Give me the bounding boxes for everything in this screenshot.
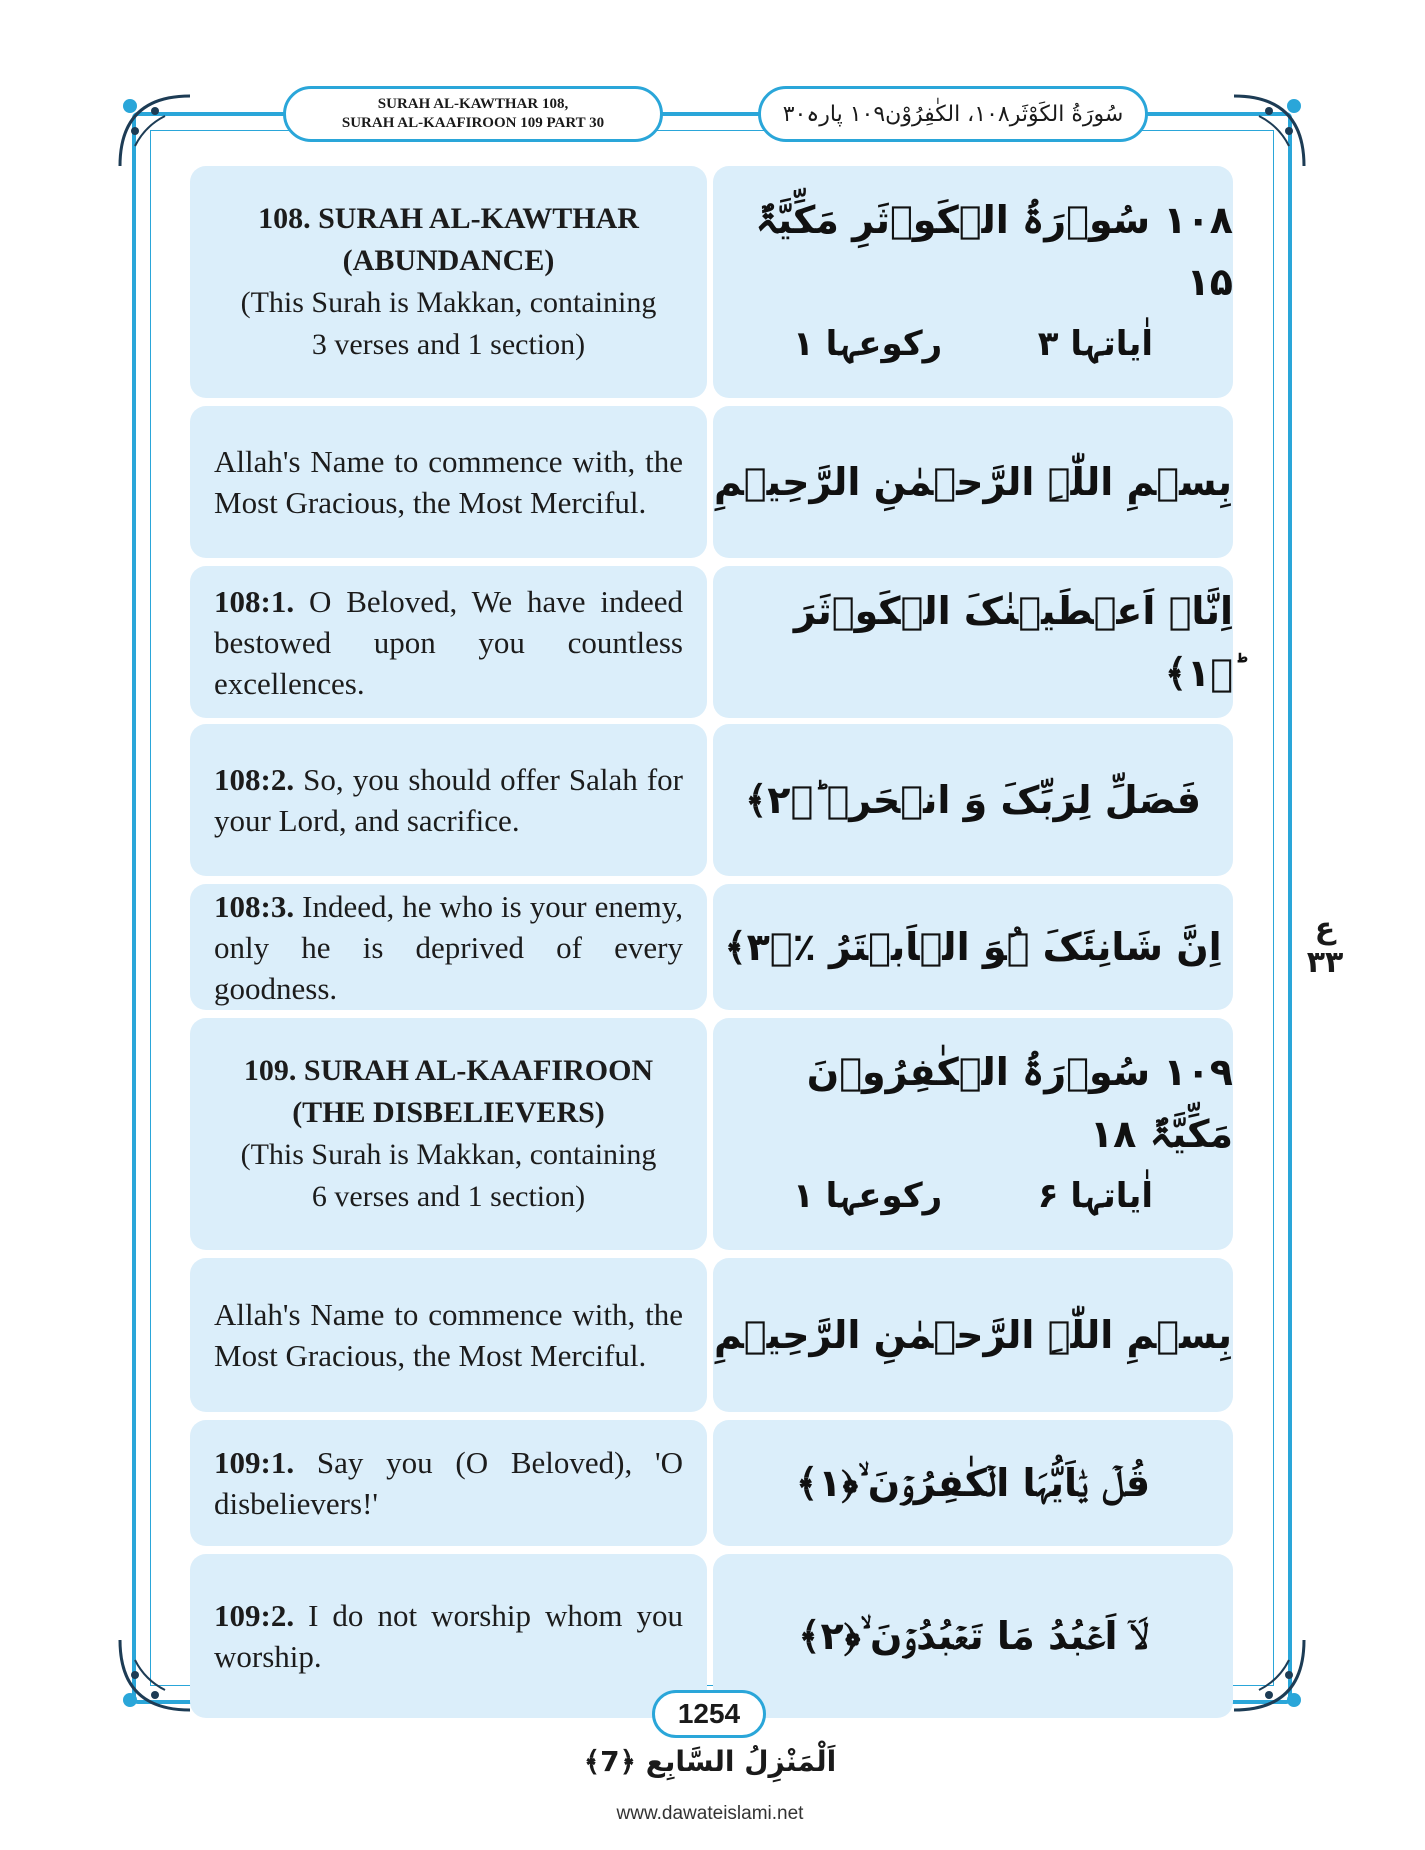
english-translation-cell <box>190 566 707 718</box>
ornament-top-left-icon <box>110 86 200 176</box>
arabic-section-count: رکوعہا ۱ <box>793 1176 943 1216</box>
arabic-verse-text: اِنَّ شَانِئَکَ ہُوَ الۡاَبۡتَرُ ٪﴿۳﴾ <box>724 925 1222 969</box>
arabic-verse-cell <box>713 406 1233 558</box>
header-english-title <box>283 86 663 142</box>
page-number: 1254 <box>652 1690 766 1738</box>
arabic-verse-cell <box>713 1554 1233 1718</box>
ornament-bottom-left-icon <box>110 1630 200 1720</box>
verse-translation: I do not worship whom you worship. <box>214 1598 683 1674</box>
verse-translation: Indeed, he who is your enemy, only he is deprived of every goodness. <box>214 888 684 1006</box>
english-translation-cell <box>190 406 707 558</box>
arabic-surah-heading: ۱۰۹ سُوۡرَۃُ الۡکٰفِرُوۡنَ مَکِّیَّۃٌ ۱۸ <box>806 1050 1233 1156</box>
arabic-surah-heading: ۱۰۸ سُوۡرَۃُ الۡکَوۡثَرِ مَکِّیَّۃٌ ۱۵ <box>755 198 1233 304</box>
arabic-verse-cell <box>713 724 1233 876</box>
verse-number: 109:1. <box>214 1445 295 1480</box>
surah-subtitle: (ABUNDANCE) <box>342 244 555 277</box>
surah-note1: (This Surah is Makkan, containing <box>240 286 657 319</box>
verse-row <box>190 724 1235 876</box>
arabic-section-count: رکوعہا ۱ <box>793 324 943 364</box>
english-translation-cell <box>190 1018 707 1250</box>
verse-translation: Allah's Name to commence with, the Most Gracious, the Most Merciful. <box>214 444 683 520</box>
arabic-verse-text: اِنَّاۤ اَعۡطَیۡنٰکَ الۡکَوۡثَرَ ؕ﴿۱﴾ <box>793 589 1233 695</box>
english-translation-cell <box>190 1258 707 1412</box>
arabic-verse-text: بِسۡمِ اللّٰہِ الرَّحۡمٰنِ الرَّحِیۡمِ <box>713 460 1233 504</box>
surah-title: 108. SURAH AL-KAWTHAR <box>258 202 639 235</box>
surah-note2: 3 verses and 1 section) <box>311 328 586 361</box>
verse-number: 108:3. <box>214 888 295 924</box>
verse-number: 108:1. <box>214 583 295 619</box>
header-english-line2: SURAH AL-KAAFIROON 109 PART 30 <box>341 115 605 131</box>
verse-translation: So, you should offer Salah for your Lord, and sacrifice. <box>214 762 683 838</box>
verse-row <box>190 1420 1235 1546</box>
verse-translation: Allah's Name to commence with, the Most Gracious, the Most Merciful. <box>214 1297 683 1373</box>
english-translation-cell <box>190 724 707 876</box>
surah-subtitle: (THE DISBELIEVERS) <box>292 1096 605 1129</box>
ornament-top-right-icon <box>1224 86 1314 176</box>
verse-number: 109:2. <box>214 1598 295 1633</box>
manzil-label: اَلْمَنْزِلُ السَّابِع ﴿7﴾ <box>583 1745 837 1778</box>
arabic-verse-text: لَاۤ اَعۡبُدُ مَا تَعۡبُدُوۡنَ ۙ﴿۲﴾ <box>798 1614 1148 1658</box>
english-translation-cell <box>190 1554 707 1718</box>
arabic-verse-cell <box>713 884 1233 1010</box>
header-urdu-title: سُورَةُ الكَوْثَر۱۰۸، الكٰفِرُوْن۱۰۹ پارہ۳۰ <box>758 86 1148 142</box>
surah-title-row <box>190 1018 1235 1250</box>
surah-note1: (This Surah is Makkan, containing <box>240 1138 657 1171</box>
ruku-marker-top: ع <box>1314 911 1336 946</box>
verse-row <box>190 1258 1235 1412</box>
verse-row <box>190 566 1235 718</box>
arabic-verse-text: فَصَلِّ لِرَبِّکَ وَ انۡحَرۡ ؕ﴿۲﴾ <box>744 778 1202 822</box>
header-english-line1: SURAH AL-KAWTHAR 108, <box>377 96 569 112</box>
surah-title-row <box>190 166 1235 398</box>
arabic-verse-cell <box>713 166 1233 398</box>
verse-translation: O Beloved, We have indeed bestowed upon you countless excellences. <box>214 583 683 701</box>
english-translation-cell <box>190 884 707 1010</box>
arabic-verse-text: بِسۡمِ اللّٰہِ الرَّحۡمٰنِ الرَّحِیۡمِ <box>713 1313 1233 1357</box>
ruku-marker <box>1303 912 1347 980</box>
verse-row <box>190 406 1235 558</box>
verse-number: 108:2. <box>214 762 295 797</box>
surah-note2: 6 verses and 1 section) <box>311 1180 586 1213</box>
arabic-verse-count: اٰیاتہا ۳ <box>1037 324 1153 364</box>
english-translation-cell <box>190 166 707 398</box>
verse-row <box>190 884 1235 1010</box>
arabic-verse-text: قُلۡ یٰۤاَیُّہَا الۡکٰفِرُوۡنَ ۙ﴿۱﴾ <box>795 1461 1151 1505</box>
arabic-verse-count: اٰیاتہا ۶ <box>1037 1176 1153 1216</box>
arabic-verse-cell <box>713 1258 1233 1412</box>
ornament-bottom-right-icon <box>1224 1630 1314 1720</box>
surah-title: 109. SURAH AL-KAAFIROON <box>243 1054 654 1087</box>
website-link[interactable]: www.dawateislami.net <box>616 1803 804 1824</box>
ruku-marker-bottom: ۳۳ <box>1306 945 1344 980</box>
arabic-verse-cell <box>713 566 1233 718</box>
verse-translation: Say you (O Beloved), 'O disbelievers!' <box>214 1445 683 1521</box>
english-translation-cell <box>190 1420 707 1546</box>
arabic-verse-cell <box>713 1018 1233 1250</box>
arabic-verse-cell <box>713 1420 1233 1546</box>
